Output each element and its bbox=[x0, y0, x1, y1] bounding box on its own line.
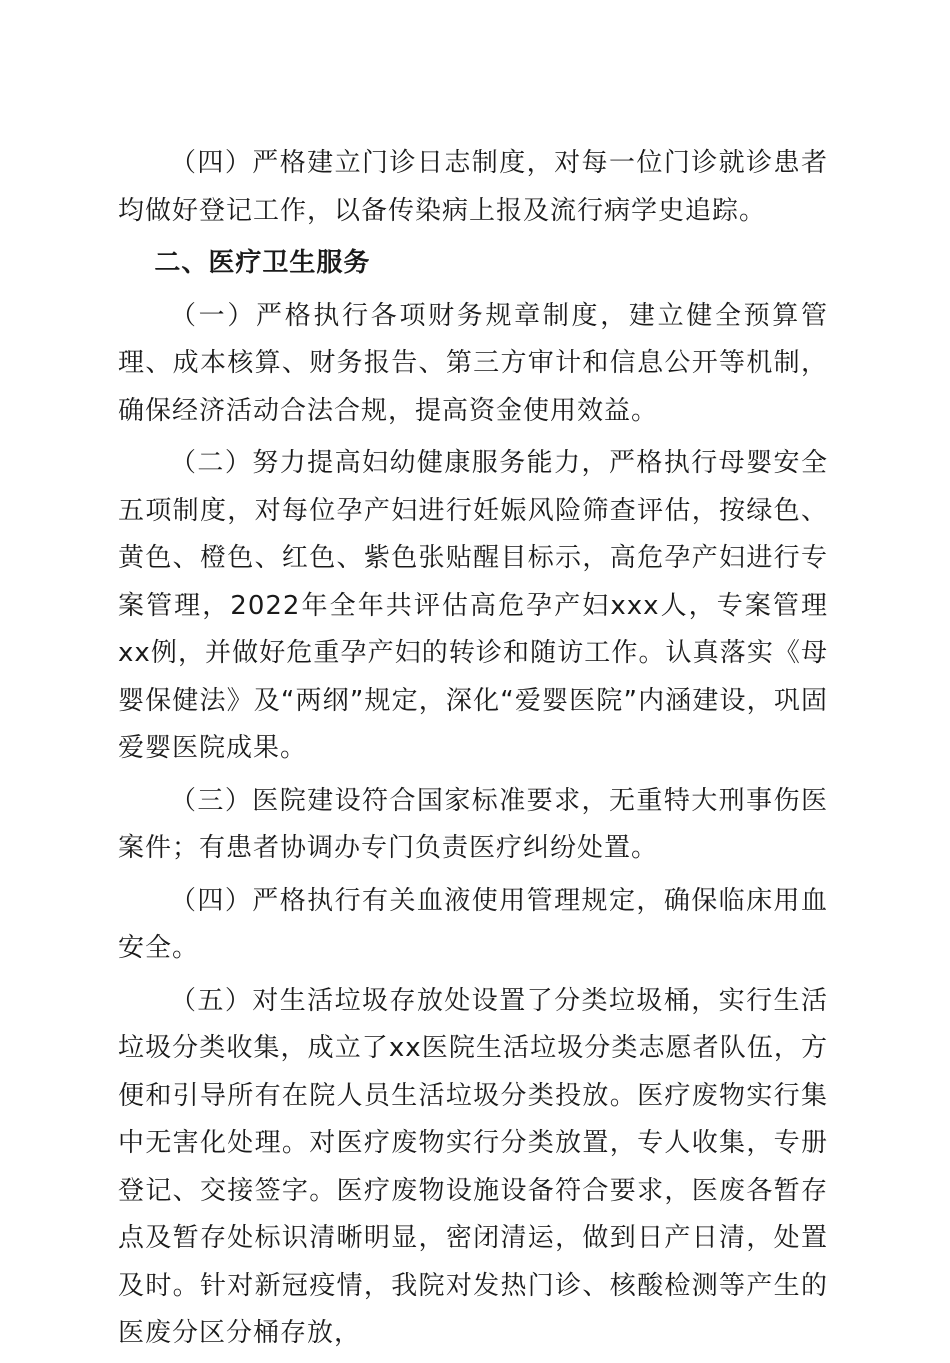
paragraph-blood-use: （四）严格执行有关血液使用管理规定，确保临床用血安全。 bbox=[118, 885, 828, 963]
section-heading-medical-services: 二、医疗卫生服务 bbox=[154, 248, 371, 278]
paragraph-finance-rules: （一）严格执行各项财务规章制度，建立健全预算管理、成本核算、财务报告、第三方审计和信息公开等机制，确保经济活动合法合规，提高资金使用效益。 bbox=[118, 300, 828, 426]
paragraph-outpatient-log: （四）严格建立门诊日志制度，对每一位门诊就诊患者均做好登记工作，以备传染病上报及流行病学史追踪。 bbox=[118, 148, 828, 226]
paragraph-hospital-safety: （三）医院建设符合国家标准要求，无重特大刑事伤医案件；有患者协调办专门负责医疗纠纷处置。 bbox=[118, 785, 828, 863]
paragraph-waste-management: （五）对生活垃圾存放处设置了分类垃圾桶，实行生活垃圾分类收集，成立了xx医院生活垃圾分类志愿者队伍，方便和引导所有在院人员生活垃圾分类投放。医疗废物实行集中无害化处理。对医疗废物实行分类放置，专人收集，专册登记、交接签字。医疗废物设施设备符合要求，医废各暂存点及暂存处标识清晰明显，密闭清运，做到日产日清，处置及时。针对新冠疫情，我院对发热门诊、核酸检测等产生的医废分区分桶存放， bbox=[118, 985, 828, 1348]
paragraph-maternal-child-health: （二）努力提高妇幼健康服务能力，严格执行母婴安全五项制度，对每位孕产妇进行妊娠风险筛查评估，按绿色、黄色、橙色、红色、紫色张贴醒目标示，高危孕产妇进行专案管理，2022年全年共评估高危孕产妇xxx人，专案管理xx例，并做好危重孕产妇的转诊和随访工作。认真落实《母婴保健法》及“两纲”规定，深化“爱婴医院”内涵建设，巩固爱婴医院成果。 bbox=[118, 448, 828, 763]
document-body bbox=[118, 140, 828, 1363]
